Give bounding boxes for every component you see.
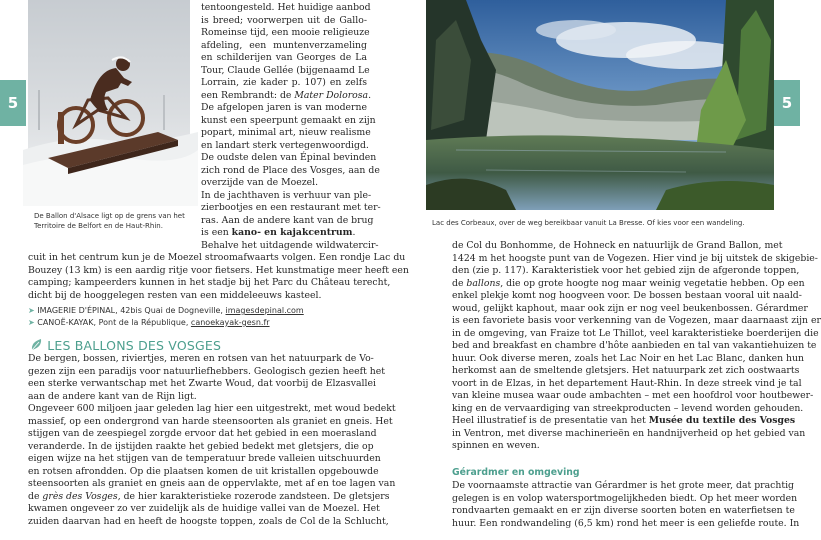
text-line: en rotsen afrondden. Op die plaatsen komen de uit kristallen opgebouwde (28, 465, 379, 477)
text-line: king en de vervaardiging van streekproducten – levend worden gehouden. (452, 402, 804, 414)
page-number-tab-left (0, 80, 26, 126)
pointer-arrow-icon: ➤ (28, 318, 35, 327)
info-name: CANOË-KAYAK (37, 318, 94, 327)
text-line: een Rembrandt: de Mater Dolorosa. (201, 89, 372, 101)
text-line: tentoongesteld. Het huidige aanbod (201, 2, 371, 13)
emphasis-text: Musée du textile des Vosges (648, 415, 796, 426)
text-line: zierbootjes en een restaurant met ter- (201, 202, 381, 213)
text-line: herkomst aan de smeltende gletsjers. Het natuurpark zet zich oostwaarts (452, 365, 800, 376)
website-link[interactable]: imagesdepinal.com (225, 306, 304, 315)
text-line: Lorrain, zie kader p. 107) en zelfs (201, 77, 367, 88)
text-line: Tour, Claude Gellée (bijgenaamd Le (201, 64, 370, 76)
ballon-dalsace-photo (28, 0, 190, 206)
caption-line: De Ballon d'Alsace ligt op de grens van het (34, 212, 185, 220)
text-line: stijgen van de zeespiegel zorgde ervoor dat het gebied in een moerasland (28, 428, 377, 439)
lake-landscape-image (426, 0, 774, 210)
text-line: kwamen ongeveer zo ver zuidelijk als de huidige vallei van de Moezel. Het (28, 503, 380, 514)
text-line: overzijde van de Moezel. (201, 177, 319, 188)
text-line: In de jachthaven is verhuur van ple- (201, 189, 372, 201)
text-line: cuit in het centrum kun je de Moezel stroomafwaarts volgen. Een rondje Lac du (28, 252, 406, 263)
info-name: IMAGERIE D'ÉPINAL (37, 306, 116, 315)
text-line: camping; kampeerders kunnen in het stadje bij het Parc du Château terecht, (28, 277, 391, 288)
text-line: is breed; voorwerpen uit de Gallo- (201, 14, 367, 26)
text-line: popart, minimal art, nieuw realisme (201, 127, 371, 138)
text-line: 1424 m het hoogste punt van de Vogezen. Hier vind je bij uitstek de skigebie- (452, 252, 818, 264)
lac-des-corbeaux-photo (426, 0, 774, 210)
text-line: rondvaarten gemaakt en er zijn diverse soorten boten en waterfietsen te (452, 505, 795, 516)
text-line: bed and breakfast en chambre d'hôte aanbieden en tal van vakantiehuizen te (452, 340, 817, 351)
emphasis-text: ballons (466, 277, 501, 289)
text-line: De oudste delen van Épinal bevinden (201, 152, 377, 163)
info-detail: , 42bis Quai de Dogneville, (115, 306, 226, 315)
text-line: ras. Aan de andere kant van de brug (201, 214, 374, 226)
page-number-tab-right (774, 80, 800, 126)
info-detail: , Pont de la République, (93, 318, 191, 327)
epinal-leisure-text (28, 252, 409, 302)
text-line: steensoorten als graniet en gneis aan de oppervlakte, met af en toe lagen van (28, 478, 396, 489)
text-line: huur. Ook diverse meren, zoals het Lac Noir en het Lac Blanc, danken hun (452, 352, 804, 364)
text-line: De voornaamste attractie van Gérardmer is het grote meer, dat prachtig (452, 480, 794, 491)
text-line: kunst een speerpunt gemaakt en zijn (201, 114, 376, 126)
text-line: Behalve het uitdagende wildwatercir- (201, 239, 379, 251)
text-line: de Col du Bonhomme, de Hohneck en natuurlijk de Grand Ballon, met (452, 240, 783, 251)
text-line: in Ventron, met diverse machinerieën en handnijverheid op het gebied van (452, 427, 806, 439)
text-line: de ballons, die op grote hoogte nog maar weinig vegetatie hebben. Op een (452, 277, 805, 289)
leaf-icon (30, 338, 43, 351)
text-line: Heel illustratief is de presentatie van het Musée du textile des Vosges (452, 415, 796, 426)
text-line: enkel plekje komt nog hoogveen voor. De bossen bestaan vooral uit naald- (452, 290, 802, 301)
text-line: zich rond de Place des Vosges, aan de (201, 164, 380, 176)
text-line: gelegen is en volop watersportmogelijkheden biedt. Op het meer worden (452, 492, 798, 504)
intro-column-text (201, 2, 381, 252)
pointer-arrow-icon: ➤ (28, 306, 35, 315)
text-line: gezen zijn een paradijs voor natuurliefhebbers. Geologisch gezien heeft het (28, 365, 385, 377)
text-line: voort in de Elzas, in het departement Haut-Rhin. In deze streek vind je tal (452, 377, 802, 389)
text-line: in de omgeving, van Fraize tot Le Thillot, veel karakteristieke boerderijen die (452, 327, 819, 339)
text-line: woud, gelijkt kaphout, maar ook zijn er nog veel beukenbossen. Gérardmer (452, 302, 808, 314)
text-line: aan de andere kant van de Rijn ligt. (28, 390, 197, 402)
emphasis-text: grès des Vosges (42, 490, 118, 502)
page-number: 5 (781, 94, 793, 112)
text-line: van kleine musea waar oude ambachten – met een hoofdrol voor houtbewer- (452, 390, 814, 401)
text-line: afdeling, een muntenverzameling (201, 39, 367, 51)
ballons-vosges-text (28, 353, 396, 528)
text-line: huur. Een rondwandeling (6,5 km) rond het meer is een geliefde route. In (452, 517, 800, 529)
text-line: De afgelopen jaren is van moderne (201, 102, 367, 113)
text-line: een sterke verwantschap met het Zwarte Woud, dat voorbij de Elzasvallei (28, 378, 376, 389)
text-line: zuiden daarvan had en heeft de hoogste toppen, zoals de Col de la Schlucht, (28, 515, 389, 527)
left-photo-caption (34, 211, 194, 231)
website-link[interactable]: canoekayak-gesn.fr (190, 318, 270, 327)
text-line: en landart sterk vertegenwoordigd. (201, 139, 369, 151)
text-line: en schilderijen van Georges de La (201, 52, 367, 63)
text-line: dicht bij de hooggelegen resten van een middeleeuws kasteel. (28, 289, 322, 301)
text-line: massief, op een ondergrond van harde steensoorten als graniet en gneis. Het (28, 415, 393, 427)
text-line: is een kano- en kajakcentrum. (201, 227, 356, 238)
text-line: De bergen, bossen, riviertjes, meren en rotsen van het natuurpark de Vo- (28, 353, 374, 364)
info-item-canoe (28, 317, 270, 328)
text-line: de grès des Vosges, de hier karakteristieke rozerode zandsteen. De gletsjers (28, 490, 390, 502)
text-line: spinnen en weven. (452, 440, 540, 451)
caption-line: Territoire de Belfort en de Haut-Rhin. (34, 222, 163, 230)
text-line: veranderde. In de ijstijden raakte het gebied bedekt met gletsjers, die op (28, 440, 374, 452)
gerardmer-text (452, 480, 800, 530)
emphasis-text: kano- en kajakcentrum (231, 227, 353, 238)
info-item-imagerie (28, 305, 304, 316)
section-title: LES BALLONS DES VOSGES (47, 338, 222, 353)
section-heading (30, 338, 221, 353)
text-line: Bouzey (13 km) is een aardig ritje voor fietsers. Het kunstmatige meer heeft een (28, 264, 409, 276)
gerardmer-heading: Gérardmer en omgeving (452, 467, 580, 478)
text-line: is een favoriete basis voor verkenning van de Vogezen, maar daarnaast zijn er (452, 315, 821, 326)
cyclist-sculpture-image (28, 0, 190, 206)
page-number: 5 (7, 94, 19, 112)
text-line: den (zie p. 117). Karakteristiek voor het gebied zijn de afgeronde toppen, (452, 265, 800, 276)
text-line: eigen wijze na het stijgen van de temperatuur brede valleien uitschuurden (28, 453, 381, 464)
emphasis-text: Mater Dolorosa (294, 89, 369, 101)
vosges-continuation-text (452, 240, 821, 453)
right-photo-caption: Lac des Corbeaux, over de weg bereikbaar vanuit La Bresse. Of kies voor een wandeling. (432, 219, 745, 227)
text-line: Romeinse tijd, een mooie religieuze (201, 27, 370, 38)
text-line: Ongeveer 600 miljoen jaar geleden lag hier een uitgestrekt, met woud bedekt (28, 403, 396, 414)
